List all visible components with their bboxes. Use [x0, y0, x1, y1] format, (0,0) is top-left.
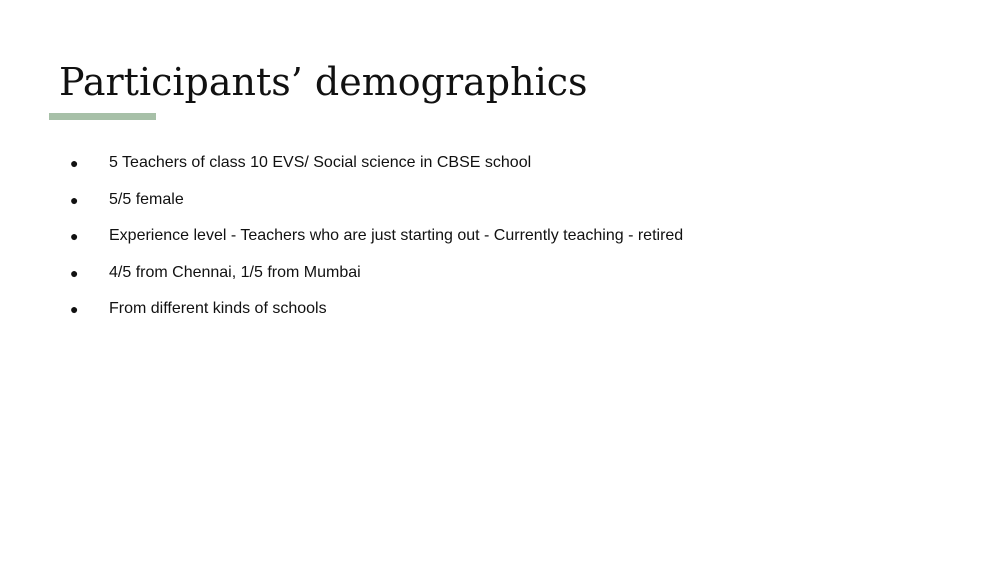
list-item: [70, 262, 700, 284]
slide-title: Participants’ demographics: [59, 60, 588, 104]
bullet-text: Experience level - Teachers who are just starting out - Currently teaching - retired: [109, 227, 684, 244]
bullet-text: 4/5 from Chennai, 1/5 from Mumbai: [109, 263, 361, 281]
bullet-icon: ●: [70, 228, 79, 244]
bullet-text: From different kinds of schools: [109, 300, 327, 317]
bullet-icon: ●: [70, 301, 79, 317]
bullet-list: [70, 152, 700, 335]
bullet-icon: ●: [70, 264, 79, 281]
bullet-icon: ●: [70, 155, 79, 171]
bullet-text: 5 Teachers of class 10 EVS/ Social science in CBSE school: [109, 154, 532, 171]
bullet-text: 5/5 female: [109, 190, 184, 208]
list-item: [70, 189, 700, 211]
list-item: [70, 298, 700, 320]
bullet-icon: ●: [70, 191, 79, 208]
title-accent-bar: [49, 113, 156, 120]
list-item: [70, 225, 700, 247]
list-item: [70, 152, 700, 174]
